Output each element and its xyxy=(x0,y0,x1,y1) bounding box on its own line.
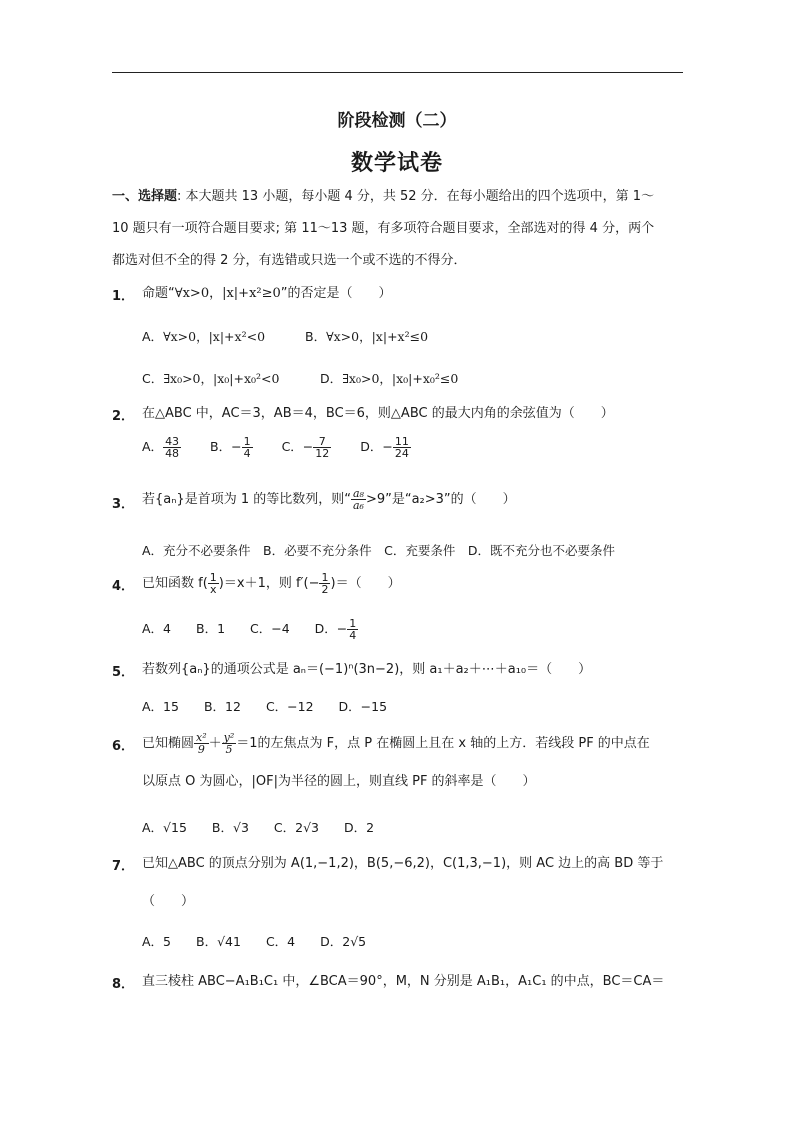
q2-options: A． $\frac{43}{48}$ B．− $\frac{1}{4}$ C．− $\frac{7}{12}$ D．− $\frac{11}{24}$ xyxy=(142,435,409,460)
section-intro-line-3: 都选对但不全的得 2 分，有选错或只选一个或不选的不得分． xyxy=(112,253,467,268)
section-desc-1: : 本大题共 13 小题，每小题 4 分，共 52 分．在每小题给出的四个选项中，第 1～ xyxy=(177,189,655,204)
q7-number: 7． xyxy=(112,859,135,874)
q6-options: A．√15 B．√3 C．2√3 D．2 xyxy=(142,820,375,835)
q2-d-frac: $\frac{11}{24}$ xyxy=(394,435,409,460)
q2-stem: 在△ABC 中，AC＝3，AB＝4，BC＝6，则△ABC 的最大内角的余弦值为（ ） xyxy=(142,406,614,421)
q6-post: ＝1的左焦点为 F，点 P 在椭圆上且在 x 轴的上方．若线段 PF 的中点在 xyxy=(236,736,650,751)
q8-stem-line-1: 直三棱柱 ABC−A₁B₁C₁ 中，∠BCA＝90°，M，N 分别是 A₁B₁，A₁C₁ 的中点，BC＝CA＝ xyxy=(142,974,665,989)
q1-option-d: D．∃x₀>0，|x₀|+x₀²≤0 xyxy=(320,371,459,386)
q5-options: A．15 B．12 C．−12 D．−15 xyxy=(142,699,388,714)
q1-option-a: A．∀x>0，|x|+x²<0 xyxy=(142,329,266,344)
q1-option-c: C．∃x₀>0，|x₀|+x₀²<0 xyxy=(142,371,280,386)
q4-d-frac: $\frac{1}{4}$ xyxy=(349,617,357,642)
q4-options xyxy=(142,618,358,641)
q5-stem: 若数列{aₙ}的通项公式是 aₙ＝(−1)ⁿ(3n−2)，则 a₁＋a₂＋⋯＋a₁₀＝（ ） xyxy=(142,662,592,677)
q4-post: ＝x＋1，则 f′ xyxy=(223,576,304,591)
q7-stem-line-1: 已知△ABC 的顶点分别为 A(1,−1,2)，B(5,−6,2)，C(1,3,−1)，则 AC 边上的高 BD 等于 xyxy=(142,856,664,871)
q4-end: ＝（ ） xyxy=(335,576,401,591)
q1-option-b: B．∀x>0，|x|+x²≤0 xyxy=(305,329,429,344)
section-label: 一、选择题 xyxy=(112,189,178,204)
q7-stem-line-2: （ ） xyxy=(142,894,195,909)
q3-number: 3． xyxy=(112,497,135,512)
q6-pre: 已知椭圆 xyxy=(142,736,195,751)
section-intro-line-1 xyxy=(112,188,654,206)
q5-number: 5． xyxy=(112,665,135,680)
q1-b-text: ∀x>0，|x|+x²≤0 xyxy=(326,329,429,344)
q3-options: A．充分不必要条件 B．必要不充分条件 C．充要条件 D．既不充分也不必要条件 xyxy=(142,543,615,558)
q4-stem: 已知函数 f( $\frac{1}{x}$ )＝x＋1，则 f′(− $\frac{1}{2}$ )＝（ ） xyxy=(142,571,401,596)
q2-number: 2． xyxy=(112,409,135,424)
header-rule xyxy=(112,72,683,73)
q7-options: A．5 B．√41 C．4 D．2√5 xyxy=(142,934,367,949)
q8-number: 8． xyxy=(112,977,135,992)
q1-stem xyxy=(142,285,392,303)
q3-frac: $\frac{\text{a₈}}{\text{a₆}}$ xyxy=(352,487,364,512)
q4-frac-half: $\frac{1}{2}$ xyxy=(321,571,329,596)
q3-stem xyxy=(142,488,516,511)
q6-number: 6． xyxy=(112,739,135,754)
q1-post: ”的否定是（ ） xyxy=(280,286,392,301)
page-title: 阶段检测（二） xyxy=(337,111,457,131)
q1-a-text: ∀x>0，|x|+x²<0 xyxy=(163,329,266,344)
q4-pre: 已知函数 f xyxy=(142,576,203,591)
page-subtitle: 数学试卷 xyxy=(350,151,443,176)
section-intro-line-2: 10 题只有一项符合题目要求; 第 11～13 题，有多项符合题目要求，全部选对的得 4 分，两个 xyxy=(112,221,655,236)
q3-mid: >9”是“a₂>3”的（ ） xyxy=(365,492,516,507)
q1-pre: 命题“ xyxy=(142,286,175,301)
q1-number: 1． xyxy=(112,289,135,304)
q4-frac-1x: $\frac{1}{x}$ xyxy=(209,571,217,596)
q4-number: 4． xyxy=(112,579,135,594)
q4-options-text: A．4 B．1 C．−4 D．− xyxy=(142,621,348,636)
q6-stem-line-2: 以原点 O 为圆心，|OF|为半径的圆上，则直线 PF 的斜率是（ ） xyxy=(142,774,536,789)
q6-stem-line-1: 已知椭圆 $\frac{\text{x²}}{9}$ ＋ $\frac{\text{y²}}{5}$ ＝1的左焦点为 F，点 P 在椭圆上且在 x 轴的上方．若线段 PF 的中点在 xyxy=(142,731,650,756)
q1-d-text: ∃x₀>0，|x₀|+x₀²≤0 xyxy=(342,371,459,386)
q2-b-frac: $\frac{1}{4}$ xyxy=(243,435,251,460)
q3-pre: 若{aₙ}是首项为 1 的等比数列，则“ xyxy=(142,492,351,507)
q2-c-frac: $\frac{7}{12}$ xyxy=(315,435,330,460)
q1-expr: ∀x>0，|x|+x²≥0 xyxy=(174,286,281,301)
q6-frac-y: $\frac{\text{y²}}{5}$ xyxy=(223,731,235,756)
q6-frac-x: $\frac{\text{x²}}{9}$ xyxy=(196,731,207,756)
q1-c-text: ∃x₀>0，|x₀|+x₀²<0 xyxy=(163,371,280,386)
q2-a-frac: $\frac{43}{48}$ xyxy=(165,435,180,460)
